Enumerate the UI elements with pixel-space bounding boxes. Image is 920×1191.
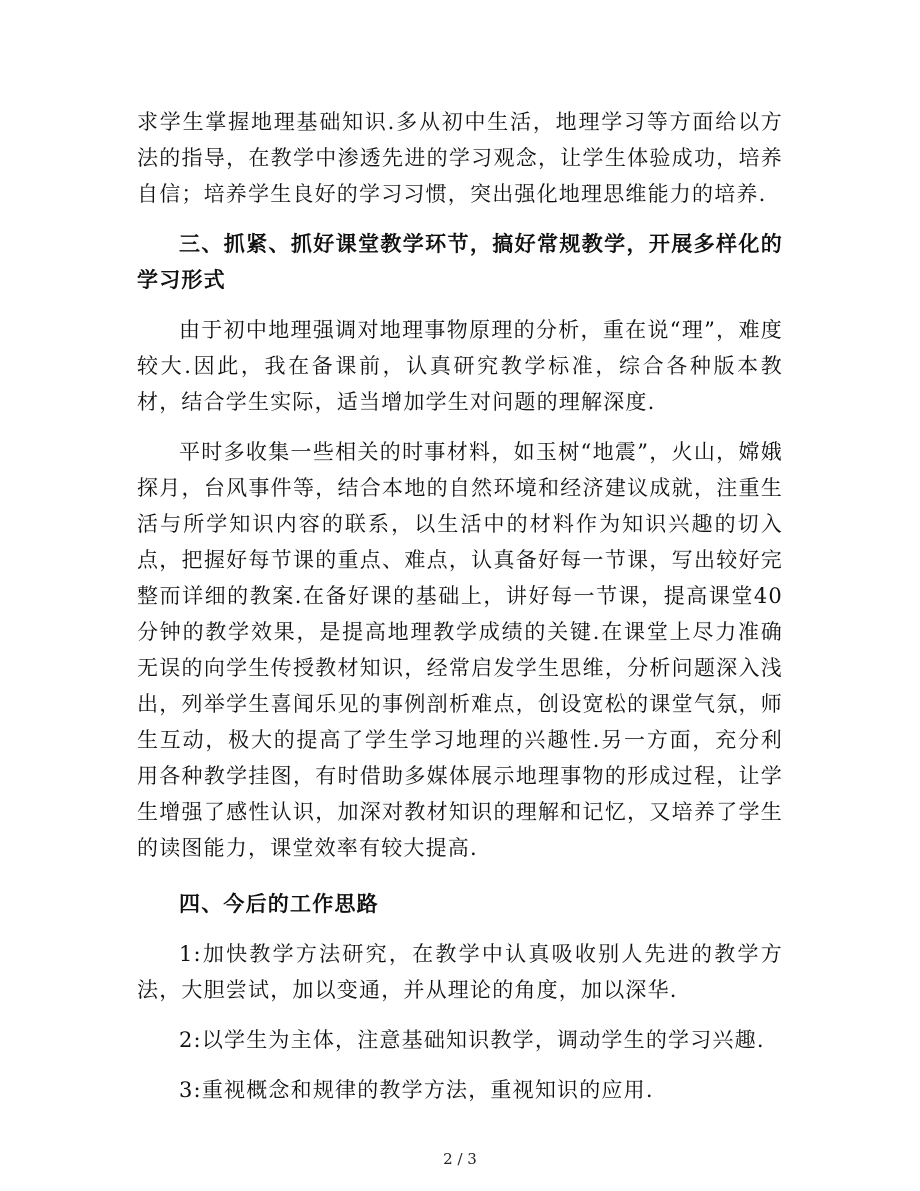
section-heading-3: 三、抓紧、抓好课堂教学环节，搞好常规教学，开展多样化的学习形式 (137, 231, 783, 292)
page-number: 2 / 3 (443, 1150, 477, 1168)
paragraph-lesson-prep: 由于初中地理强调对地理事物原理的分析，重在说“理”，难度较大.因此，我在备课前，认真研究教学标准，综合各种版本教材，结合学生实际，适当增加学生对问题的理解深度. (137, 318, 783, 414)
list-item-1: 1:加快教学方法研究，在教学中认真吸收别人先进的教学方法，大胆尝试，加以变通，并从理论的角度，加以深华. (137, 942, 783, 1002)
paragraph-current-events: 平时多收集一些相关的时事材料，如玉树“地震”，火山，嫦娥探月，台风事件等，结合本地的自然环境和经济建议成就，注重生活与所学知识内容的联系，以生活中的材料作为知识兴趣的切入点，把握好每节课的重点、难点，认真备好每一节课，写出较好完整而详细的教案.在备好课的基础上，讲好每一节课，提高课堂40分钟的教学效果，是提高地理教学成绩的关键.在课堂上尽力准确无误的向学生传授教材知识，经常启发学生思维，分析问题深入浅出，列举学生喜闻乐见的事例剖析难点，创设宽松的课堂气氛，师生互动，极大的提高了学生学习地理的兴趣性.另一方面，充分利用各种教学挂图，有时借助多媒体展示地理事物的形成过程，让学生增强了感性认识，加深对教材知识的理解和记忆，又培养了学生的读图能力，课堂效率有较大提高. (137, 440, 783, 860)
list-item-3: 3:重视概念和规律的教学方法，重视知识的应用. (179, 1078, 654, 1102)
list-item-2: 2:以学生为主体，注意基础知识教学，调动学生的学习兴趣. (179, 1028, 765, 1052)
section-heading-4: 四、今后的工作思路 (179, 891, 379, 916)
document-body (137, 104, 783, 1108)
paragraph-continued: 求学生掌握地理基础知识.多从初中生活，地理学习等方面给以方法的指导，在教学中渗透先进的学习观念，让学生体验成功，培养自信；培养学生良好的学习习惯，突出强化地理思维能力的培养. (137, 110, 783, 206)
